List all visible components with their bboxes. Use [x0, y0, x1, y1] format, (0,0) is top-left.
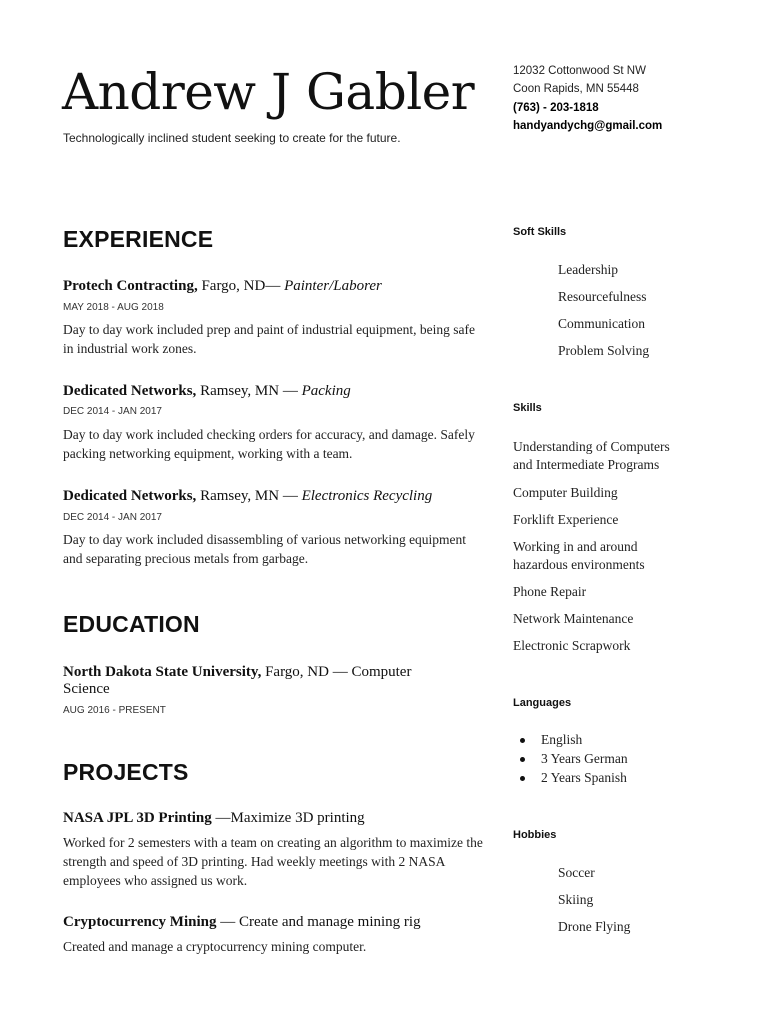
school-name: North Dakota State University, [63, 664, 262, 680]
job-title-1 [63, 277, 382, 295]
experience-heading: EXPERIENCE [63, 226, 214, 252]
bullet-icon [520, 776, 525, 781]
skill-item: Electronic Scrapwork [513, 638, 631, 653]
job-org: Dedicated Networks, [63, 383, 197, 399]
hobby-item: Skiing [558, 892, 594, 907]
job-desc-3: Day to day work included disassembling of various networking equipment and separating precious metals from garbage. [63, 532, 467, 566]
language-item [541, 731, 582, 749]
job-role: Electronics Recycling [301, 488, 433, 504]
job-location: Fargo, ND— [197, 278, 285, 294]
hobby-item: Soccer [558, 865, 595, 880]
resume-name: Andrew J Gabler [62, 63, 475, 121]
bullet-icon [520, 757, 525, 762]
skill-item: Understanding of Computers and Intermediate Programs [513, 439, 670, 472]
project-subtitle: — Create and manage mining rig [216, 914, 421, 930]
project-name: NASA JPL 3D Printing [63, 810, 212, 826]
soft-skills-heading: Soft Skills [513, 226, 567, 238]
soft-skill-item: Communication [558, 316, 645, 331]
skill-item: Computer Building [513, 485, 618, 500]
hobbies-heading: Hobbies [513, 829, 557, 841]
address-line-1: 12032 Cottonwood St NW [513, 65, 646, 77]
project-desc-1: Worked for 2 semesters with a team on creating an algorithm to maximize the strength and speed of 3D printing. Had weekly meetings with 2 NASA employees who assigned us work. [63, 835, 483, 888]
language-item [541, 750, 628, 768]
job-dates-2: DEC 2014 - JAN 2017 [63, 406, 162, 417]
school-location-degree: Fargo, ND — Computer [261, 664, 412, 680]
language-item [541, 769, 627, 787]
job-org: Dedicated Networks, [63, 488, 197, 504]
email-address[interactable]: handyandychg@gmail.com [513, 120, 663, 132]
language-label: 3 Years German [541, 751, 628, 766]
skill-item: Phone Repair [513, 584, 587, 599]
hobby-item: Drone Flying [558, 919, 631, 934]
project-title-1 [63, 809, 365, 827]
education-title [63, 663, 411, 681]
skills-heading: Skills [513, 402, 542, 414]
skill-item: Forklift Experience [513, 512, 619, 527]
education-degree-cont: Science [63, 681, 110, 697]
soft-skill-item: Leadership [558, 262, 618, 277]
skill-item: Network Maintenance [513, 611, 634, 626]
job-org: Protech Contracting, [63, 278, 198, 294]
job-desc-1: Day to day work included prep and paint of industrial equipment, being safe in industrial work zones. [63, 322, 476, 356]
education-dates: AUG 2016 - PRESENT [63, 705, 166, 716]
job-role: Painter/Laborer [284, 278, 382, 294]
job-desc-2: Day to day work included checking orders for accuracy, and damage. Safely packing networking equipment, working with a team. [63, 427, 475, 461]
projects-heading: PROJECTS [63, 759, 189, 785]
project-desc-2: Created and manage a cryptocurrency mining computer. [63, 939, 367, 954]
job-title-2 [63, 382, 351, 400]
education-heading: EDUCATION [63, 611, 200, 637]
bullet-icon [520, 738, 525, 743]
job-location: Ramsey, MN — [196, 488, 302, 504]
job-location: Ramsey, MN — [196, 383, 302, 399]
skill-item: Working in and around hazardous environments [513, 539, 645, 572]
language-label: 2 Years Spanish [541, 770, 627, 785]
soft-skill-item: Problem Solving [558, 343, 650, 358]
phone-number: (763) - 203-1818 [513, 102, 599, 114]
language-label: English [541, 732, 583, 747]
address-line-2: Coon Rapids, MN 55448 [513, 83, 639, 95]
project-title-2 [63, 913, 421, 931]
job-role: Packing [301, 383, 351, 399]
project-name: Cryptocurrency Mining [63, 914, 217, 930]
soft-skill-item: Resourcefulness [558, 289, 647, 304]
job-dates-1: MAY 2018 - AUG 2018 [63, 302, 164, 313]
project-subtitle: —Maximize 3D printing [211, 810, 365, 826]
tagline: Technologically inclined student seeking to create for the future. [63, 131, 401, 145]
job-title-3 [63, 487, 432, 505]
languages-heading: Languages [513, 697, 572, 709]
job-dates-3: DEC 2014 - JAN 2017 [63, 512, 162, 523]
